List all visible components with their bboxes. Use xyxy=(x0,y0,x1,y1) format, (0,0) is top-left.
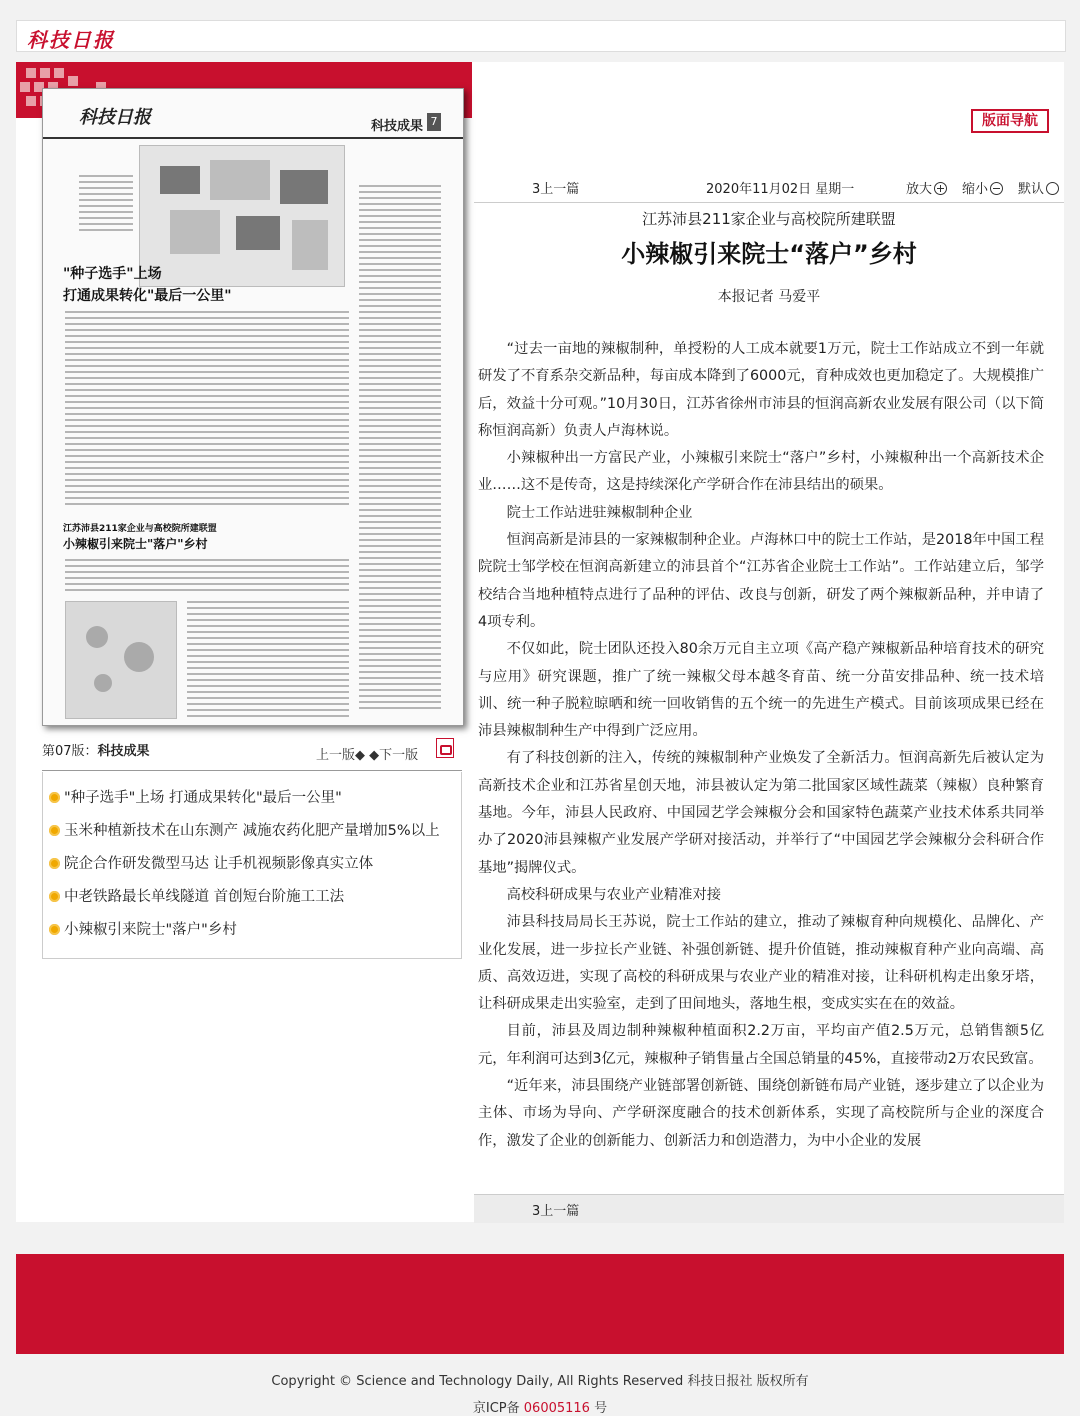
paragraph: 恒润高新是沛县的一家辣椒制种企业。卢海林口中的院士工作站，是2018年中国工程院院士邹学校在恒润高新建立的沛县首个“江苏省企业院士工作站”。工作站建立后，邹学校结合当地种植特点进行了品种的评估、改良与创新，研发了两个辣椒新品种，并申请了4项专利。 xyxy=(478,532,1044,630)
article-subtitle: 江苏沛县211家企业与高校院所建联盟 xyxy=(642,210,896,228)
prev-article-link[interactable]: 3上一篇 xyxy=(532,182,580,197)
layout-nav-button[interactable]: 版面导航 xyxy=(971,109,1049,133)
thumbnail-body-text-2 xyxy=(65,559,349,595)
article-list-item[interactable] xyxy=(49,914,461,947)
icp-suffix: 号 xyxy=(594,1401,608,1416)
thumbnail-headline-1b: 打通成果转化"最后一公里" xyxy=(63,288,232,304)
thumbnail-text-block xyxy=(79,175,133,235)
article-link-text[interactable]: "种子选手"上场 打通成果转化"最后一公里" xyxy=(64,790,342,806)
article-list xyxy=(42,772,462,959)
thumbnail-body-text-3 xyxy=(187,601,349,721)
copyright-text: Copyright © Science and Technology Daily, All Rights Reserved 科技日报社 版权所有 xyxy=(271,1374,809,1389)
article-list-item[interactable] xyxy=(49,815,461,848)
reset-icon xyxy=(1046,182,1059,195)
thumbnail-section: 科技成果 xyxy=(370,119,423,134)
thumbnail-illustration xyxy=(139,145,345,287)
article-list-item[interactable] xyxy=(49,881,461,914)
article-body xyxy=(478,336,1044,1196)
page-section-name: 科技成果 xyxy=(97,744,150,759)
article-toolbar xyxy=(474,174,1064,203)
top-masthead-bar xyxy=(16,20,1066,52)
reset-zoom-button[interactable] xyxy=(1018,178,1059,197)
newspaper-page-thumbnail[interactable] xyxy=(42,88,464,726)
page-version-nav xyxy=(316,744,418,763)
article-link-text[interactable]: 小辣椒引来院士"落户"乡村 xyxy=(64,922,237,938)
bottom-prev-article-link[interactable]: 3上一篇 xyxy=(532,1204,580,1219)
paragraph: 不仅如此，院士团队还投入80余万元自主立项《高产稳产辣椒新品种培育技术的研究与应用》研究课题，推广了统一辣椒父母本越冬育苗、统一分苗安排品种、统一技术培训、统一种子脱粒晾晒和统一回收销售的五个统一的先进生产模式。目前该项成果已经在沛县辣椒制种生产中得到广泛应用。 xyxy=(478,641,1044,740)
zoom-in-button[interactable] xyxy=(906,178,947,197)
article-byline: 本报记者 马爱平 xyxy=(717,289,821,305)
thumbnail-logo: 科技日报 xyxy=(79,107,151,128)
site-logo[interactable]: 科技日报 xyxy=(27,28,115,52)
red-footer-band xyxy=(16,1254,1064,1354)
paragraph: 有了科技创新的注入，传统的辣椒制种产业焕发了全新活力。恒润高新先后被认定为高新技术企业和江苏省星创天地，沛县被认定为第二批国家区域性蔬菜（辣椒）良种繁育基地。今年，沛县人民政府、中国园艺学会辣椒分会和国家特色蔬菜产业技术体系共同举办了2020沛县辣椒产业发展产学研对接活动，并举行了“中国园艺学会辣椒分会科研合作基地”揭牌仪式。 xyxy=(478,750,1044,876)
article-link-text[interactable]: 中老铁路最长单线隧道 首创短台阶施工工法 xyxy=(64,889,345,905)
section-heading: 高校科研成果与农业产业精准对接 xyxy=(506,886,722,903)
zoom-out-label: 缩小 xyxy=(962,182,989,197)
icp-number-link[interactable]: 06005116 xyxy=(523,1401,590,1416)
paragraph: 小辣椒种出一方富民产业，小辣椒引来院士“落户”乡村，小辣椒种出一个高新技术企业……这不是传奇，这是持续深化产学研合作在沛县结出的硕果。 xyxy=(478,450,1044,494)
page-container xyxy=(16,62,1064,1222)
thumbnail-page-number: 7 xyxy=(427,113,441,131)
prev-version-link[interactable]: 上一版 xyxy=(316,748,356,763)
paragraph: 目前，沛县及周边制种辣椒种植面积2.2万亩，平均亩产值2.5万元，总销售额5亿元，年利润可达到3亿元，辣椒种子销售量占全国总销量的45%，直接带动2万农民致富。 xyxy=(478,1023,1044,1067)
pdf-icon[interactable] xyxy=(436,738,454,758)
article-list-item[interactable] xyxy=(49,782,461,815)
thumbnail-side-column xyxy=(359,185,441,713)
article-list-item[interactable] xyxy=(49,848,461,881)
thumbnail-photo xyxy=(65,601,177,719)
bullet-icon xyxy=(49,825,60,836)
thumbnail-headline-2: 小辣椒引来院士"落户"乡村 xyxy=(63,537,208,551)
thumbnail-headline-1a: "种子选手"上场 xyxy=(63,266,162,282)
reset-label: 默认 xyxy=(1018,182,1045,197)
issue-date: 2020年11月02日 星期一 xyxy=(706,182,855,197)
page-info xyxy=(42,740,150,759)
next-version-link[interactable]: 下一版 xyxy=(379,748,419,763)
bullet-icon xyxy=(49,924,60,935)
article-link-text[interactable]: 院企合作研发微型马达 让手机视频影像真实立体 xyxy=(64,856,374,872)
icp-record xyxy=(0,1397,1080,1416)
paragraph: “过去一亩地的辣椒制种，单授粉的人工成本就要1万元，院士工作站成立不到一年就研发了不育系杂交新品种，每亩成本降到了6000元，育种成效也更加稳定了。大规模推广后，效益十分可观。”10月30日，江苏省徐州市沛县的恒润高新农业发展有限公司（以下简称恒润高新）负责人卢海林说。 xyxy=(478,341,1044,439)
page-label: 第07版： xyxy=(42,744,98,759)
paragraph: 沛县科技局局长王苏说，院士工作站的建立，推动了辣椒育种向规模化、品牌化、产业化发展，进一步拉长产业链、补强创新链、提升价值链，推动辣椒育种产业向高端、高质、高效迈进，实现了高校的科研成果与农业产业的精准对接，让科研机构走出象牙塔，让科研成果走出实验室，走到了田间地头，落地生根，变成实实在在的效益。 xyxy=(478,914,1044,1013)
thumbnail-header xyxy=(43,89,463,139)
icp-prefix: 京ICP备 xyxy=(472,1401,520,1416)
section-heading: 院士工作站进驻辣椒制种企业 xyxy=(506,504,693,521)
zoom-in-label: 放大 xyxy=(906,182,933,197)
article-link-text[interactable]: 玉米种植新技术在山东测产 减施农药化肥产量增加5%以上 xyxy=(64,823,440,839)
bottom-nav-bar xyxy=(474,1194,1064,1223)
divider xyxy=(42,770,462,771)
article-title: 小辣椒引来院士“落户”乡村 xyxy=(621,240,917,268)
thumbnail-headline-2-sub: 江苏沛县211家企业与高校院所建联盟 xyxy=(63,524,217,534)
paragraph: “近年来，沛县围绕产业链部署创新链、围绕创新链布局产业链，逐步建立了以企业为主体、市场为导向、产学研深度融合的技术创新体系，实现了高校院所与企业的深度合作，激发了企业的创新能力、创新活力和创造潜力，为中小企业的发展 xyxy=(478,1078,1044,1149)
next-diamond-icon: ◆ xyxy=(369,748,380,763)
bullet-icon xyxy=(49,792,60,803)
zoom-out-button[interactable] xyxy=(962,178,1003,197)
zoom-in-icon xyxy=(934,182,947,195)
prev-diamond-icon: ◆ xyxy=(355,748,366,763)
bullet-icon xyxy=(49,858,60,869)
zoom-out-icon xyxy=(990,182,1003,195)
bullet-icon xyxy=(49,891,60,902)
thumbnail-body-text xyxy=(65,311,349,509)
